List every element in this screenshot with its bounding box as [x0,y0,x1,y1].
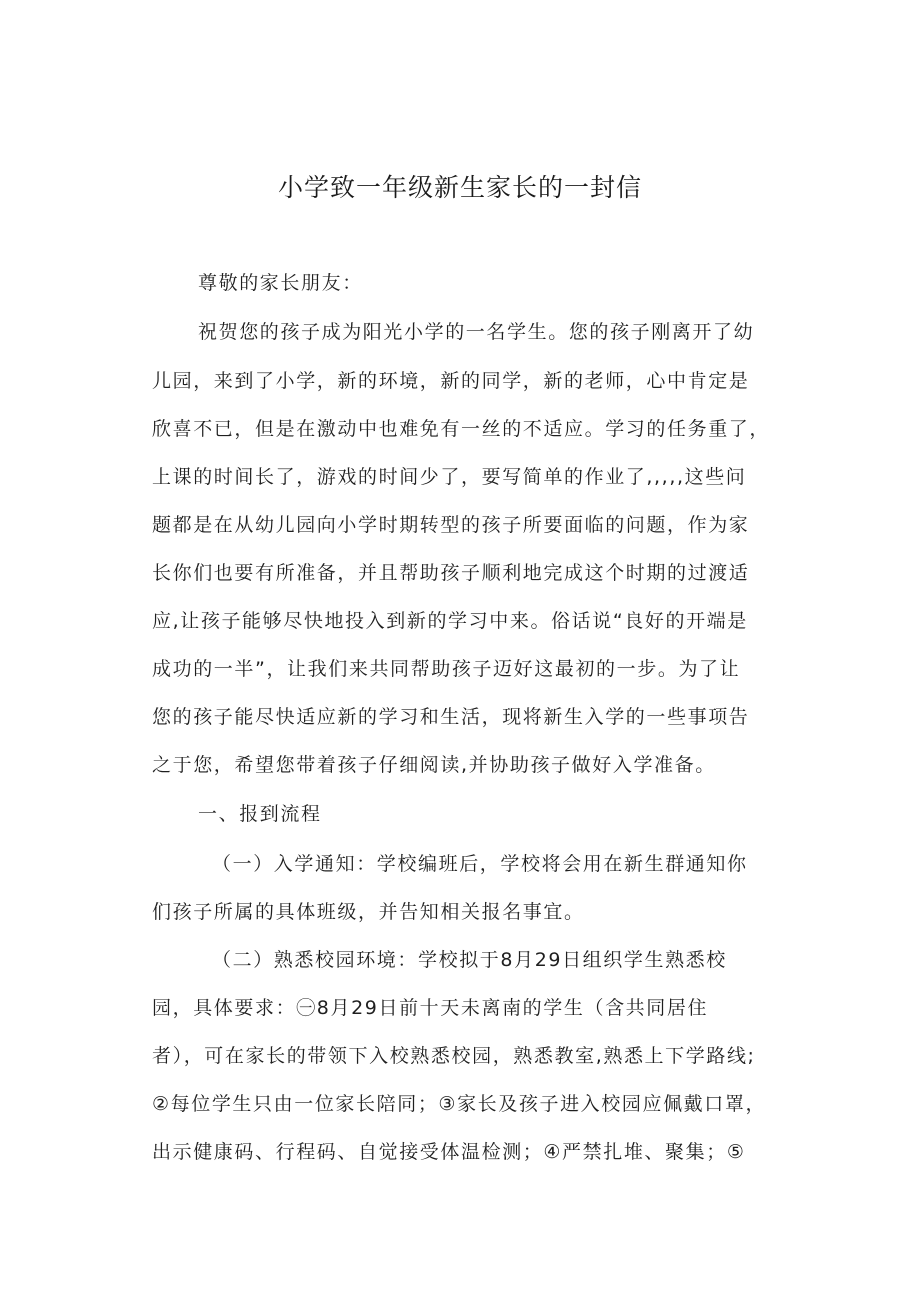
section-heading: 一、报到流程 [198,803,322,825]
intro-line: 应,让孩子能够尽快地投入到新的学习中来。俗话说“良好的开端是 [152,610,748,632]
intro-line: 欣喜不已，但是在激动中也难免有一丝的不适应。学习的任务重了， [152,418,771,440]
item1-line: 们孩子所属的具体班级，并告知相关报名事宜。 [152,901,585,923]
item2-line: 者），可在家长的带领下入校熟悉校园，熟悉教室,熟悉上下学路线; [152,1045,756,1067]
item2-line: 出示健康码、行程码、自觉接受体温检测；④严禁扎堆、聚集；⑤ [152,1141,746,1163]
intro-line: 儿园，来到了小学，新的环境，新的同学，新的老师，心中肯定是 [152,370,750,392]
intro-line: 题都是在从幼儿园向小学时期转型的孩子所要面临的问题，作为家 [152,514,750,536]
item2-line: 园，具体要求：㊀8月29日前十天未离南的学生（含共同居住 [152,997,709,1019]
intro-line: 祝贺您的孩子成为阳光小学的一名学生。您的孩子刚离开了幼 [198,321,755,343]
intro-line: 您的孩子能尽快适应新的学习和生活，现将新生入学的一些事项告 [152,706,750,728]
intro-line: 之于您，希望您带着孩子仔细阅读,并协助孩子做好入学准备。 [152,754,716,776]
intro-line: 上课的时间长了，游戏的时间少了，要写简单的作业了,,,,,这些问 [152,466,747,488]
page-title: 小学致一年级新生家长的一封信 [277,173,642,202]
item2-line: （二）熟悉校园环境：学校拟于8月29日组织学生熟悉校 [212,949,727,971]
intro-line: 成功的一半”，让我们来共同帮助孩子迈好这最初的一步。为了让 [152,658,741,680]
item2-line: ②每位学生只由一位家长陪同；③家长及孩子进入校园应佩戴口罩， [152,1093,767,1115]
item1-line: （一）入学通知：学校编班后，学校将会用在新生群通知你 [212,853,748,875]
intro-line: 长你们也要有所准备，并且帮助孩子顺利地完成这个时期的过渡适 [152,562,750,584]
salutation: 尊敬的家长朋友： [198,272,363,294]
